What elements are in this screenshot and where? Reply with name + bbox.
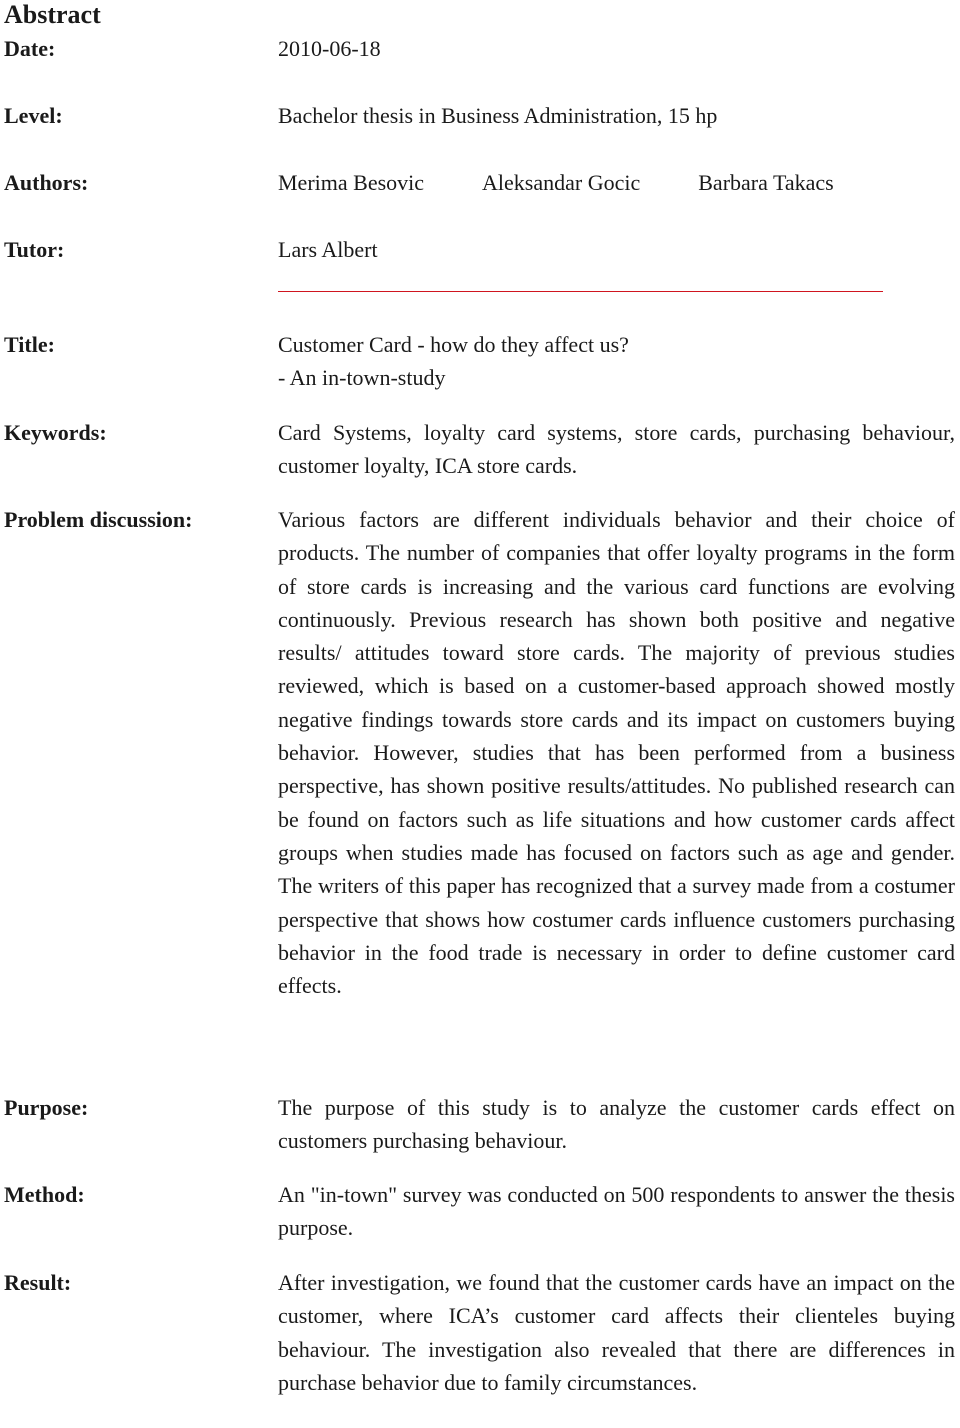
method-value: An "in-town" survey was conducted on 500 respondents to answer the thesis purpose.: [278, 1182, 955, 1241]
problem-value: Various factors are different individuals behavior and their choice of products. The number of companies that offer loyalty programs in the form of store cards is increasing and the various card functions are evolving continuously. Previous research has shown both positive and negative results/ attitudes toward store cards. The majority of previous studies reviewed, which is based on a customer-based approach showed mostly negative findings towards store cards and its impact on customers buying behavior. However, studies that has been performed from a business perspective, has shown positive results/attitudes. No published research can be found on factors such as life situations and how customer cards affect groups when studies made has focused on factors such as age and gender. The writers of this paper has recognized that a survey made from a costumer perspective that shows how costumer cards influence customers purchasing behavior in the food trade is necessary in order to define customer card effects.: [278, 507, 955, 999]
purpose-label: Purpose:: [4, 1095, 89, 1120]
title-line-2: - An in-town-study: [278, 365, 446, 391]
author-name: Merima Besovic: [278, 170, 425, 195]
authors-label: Authors:: [4, 170, 89, 195]
date-value: 2010-06-18: [278, 36, 381, 61]
tutor-value: Lars Albert: [278, 237, 378, 262]
title-line-1: Customer Card - how do they affect us?: [278, 332, 629, 357]
result-value: After investigation, we found that the customer cards have an impact on the customer, where ICA’s customer card affects their clienteles buying behaviour. The investigation also revealed that there are differences in purchase behavior due to family circumstances.: [278, 1270, 955, 1395]
problem-label: Problem discussion:: [4, 507, 193, 532]
keywords-value: Card Systems, loyalty card systems, store cards, purchasing behaviour, customer loyalty, ICA store cards.: [278, 420, 955, 479]
method-label: Method:: [4, 1182, 85, 1207]
abstract-heading: Abstract: [4, 0, 101, 29]
red-divider: [278, 291, 883, 292]
level-value: Bachelor thesis in Business Administration, 15 hp: [278, 103, 718, 128]
result-label: Result:: [4, 1270, 72, 1295]
keywords-label: Keywords:: [4, 420, 107, 445]
author-name: Aleksandar Gocic: [482, 170, 641, 195]
authors-list: [278, 166, 955, 199]
title-value: [278, 328, 955, 395]
tutor-label: Tutor:: [4, 237, 65, 262]
level-label: Level:: [4, 103, 63, 128]
date-label: Date:: [4, 36, 56, 61]
purpose-value: The purpose of this study is to analyze the customer cards effect on customers purchasing behaviour.: [278, 1095, 955, 1154]
title-label: Title:: [4, 332, 55, 357]
author-name: Barbara Takacs: [698, 170, 834, 195]
